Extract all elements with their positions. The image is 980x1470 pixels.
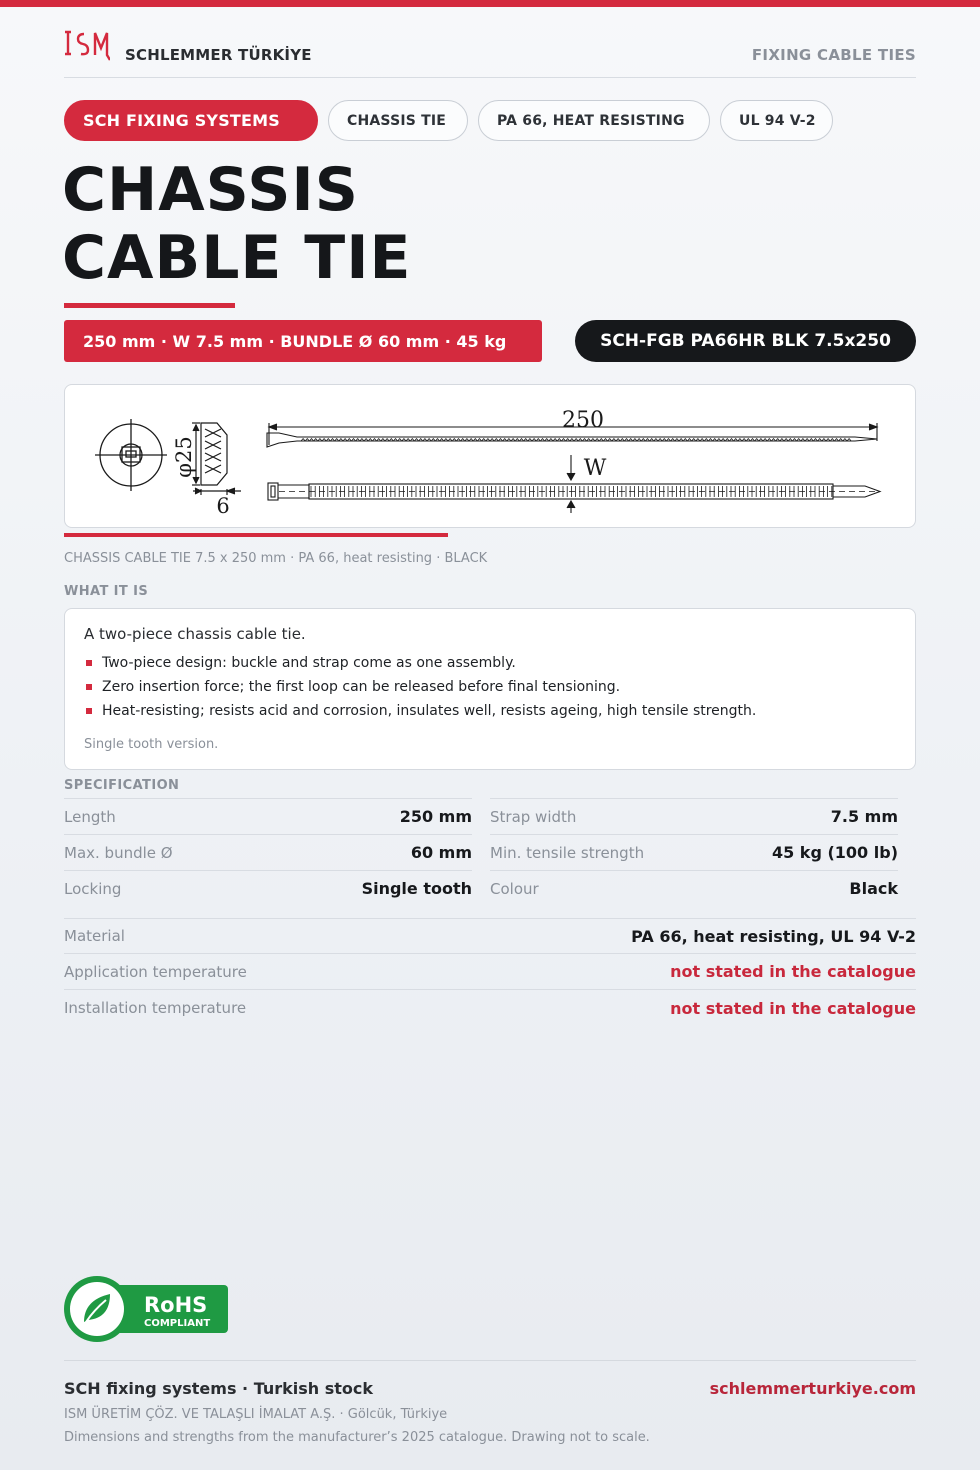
buckle-front-view [95,419,167,491]
category-label: FIXING CABLE TIES [751,46,916,64]
brand-name: SCHLEMMER TÜRKİYE [125,46,312,64]
key-specs-bar: 250 mm · W 7.5 mm · BUNDLE Ø 60 mm · 45 kg [64,320,542,362]
tag-flammability[interactable]: UL 94 V-2 [720,100,833,141]
tag-pills [64,100,833,141]
drawing-underline [64,533,448,537]
website-link[interactable]: schlemmerturkiye.com [709,1379,916,1398]
company-name: ISM ÜRETİM ÇÖZ. VE TALAŞLI İMALAT A.Ş. · Gölcük, Türkiye [64,1407,448,1422]
tag-chassis-tie[interactable]: CHASSIS TIE [328,100,468,141]
svg-text:RoHS: RoHS [144,1293,208,1317]
description-note: Single tooth version. [84,737,219,752]
svg-text:ISM: ISM [64,63,66,64]
description-card [64,608,916,770]
table-row: Application temperature not stated in the catalogue [64,954,916,990]
page-title [62,156,412,292]
page-header [64,30,916,78]
feature-list [84,655,756,727]
strap-top-view [268,455,880,513]
bullet-icon [86,708,92,714]
footer-tagline: SCH fixing systems · Turkish stock [64,1379,374,1398]
technical-drawing-card [64,384,916,528]
spec-grid [64,798,898,906]
spec-row: Length 250 mm [64,798,472,834]
bullet-icon [86,684,92,690]
head-height-dimension: φ25 [172,436,196,478]
table-row: Material PA 66, heat resisting, UL 94 V-2 [64,918,916,954]
material-table [64,918,916,1026]
specification-label: SPECIFICATION [64,778,180,793]
table-row: Installation temperature not stated in the catalogue [64,998,916,1018]
bullet-icon [86,660,92,666]
spec-row: Colour Black [490,870,898,906]
strap-teeth [301,439,851,497]
spec-row: Strap width 7.5 mm [490,798,898,834]
product-caption: CHASSIS CABLE TIE 7.5 x 250 mm · PA 66, heat resisting · BLACK [64,551,488,566]
product-code-badge: SCH-FGB PA66HR BLK 7.5x250 [575,320,916,362]
rohs-compliant-badge [64,1276,228,1342]
cable-tie-drawing [65,385,917,529]
top-accent-bar [0,0,980,7]
width-dimension: W [583,456,607,481]
head-depth-dimension: 6 [216,494,230,518]
spec-row: Locking Single tooth [64,870,472,906]
length-dimension: 250 [562,408,604,433]
list-item: Heat-resisting; resists acid and corrosion, insulates well, resists ageing, high tensile strength. [84,703,756,727]
list-item: Zero insertion force; the first loop can be released before final tensioning. [84,679,756,703]
page-footer [64,1360,916,1445]
title-line-2: CABLE TIE [62,223,412,293]
what-it-is-label: WHAT IT IS [64,584,149,599]
buckle-side-view [192,423,241,495]
list-item: Two-piece design: buckle and strap come as one assembly. [84,655,756,679]
footer-disclaimer: Dimensions and strengths from the manufacturer’s 2025 catalogue. Drawing not to scale. [64,1430,650,1445]
spec-row: Min. tensile strength 45 kg (100 lb) [490,834,898,870]
title-underline [64,303,235,308]
tag-material[interactable]: PA 66, HEAT RESISTING [478,100,710,141]
spec-row: Max. bundle Ø 60 mm [64,834,472,870]
tag-sch-fixing-systems[interactable]: SCH FIXING SYSTEMS [64,100,318,141]
description-lead: A two-piece chassis cable tie. [84,625,306,643]
ism-logo [64,30,110,64]
title-line-1: CHASSIS [62,155,359,225]
svg-text:COMPLIANT: COMPLIANT [144,1318,211,1329]
